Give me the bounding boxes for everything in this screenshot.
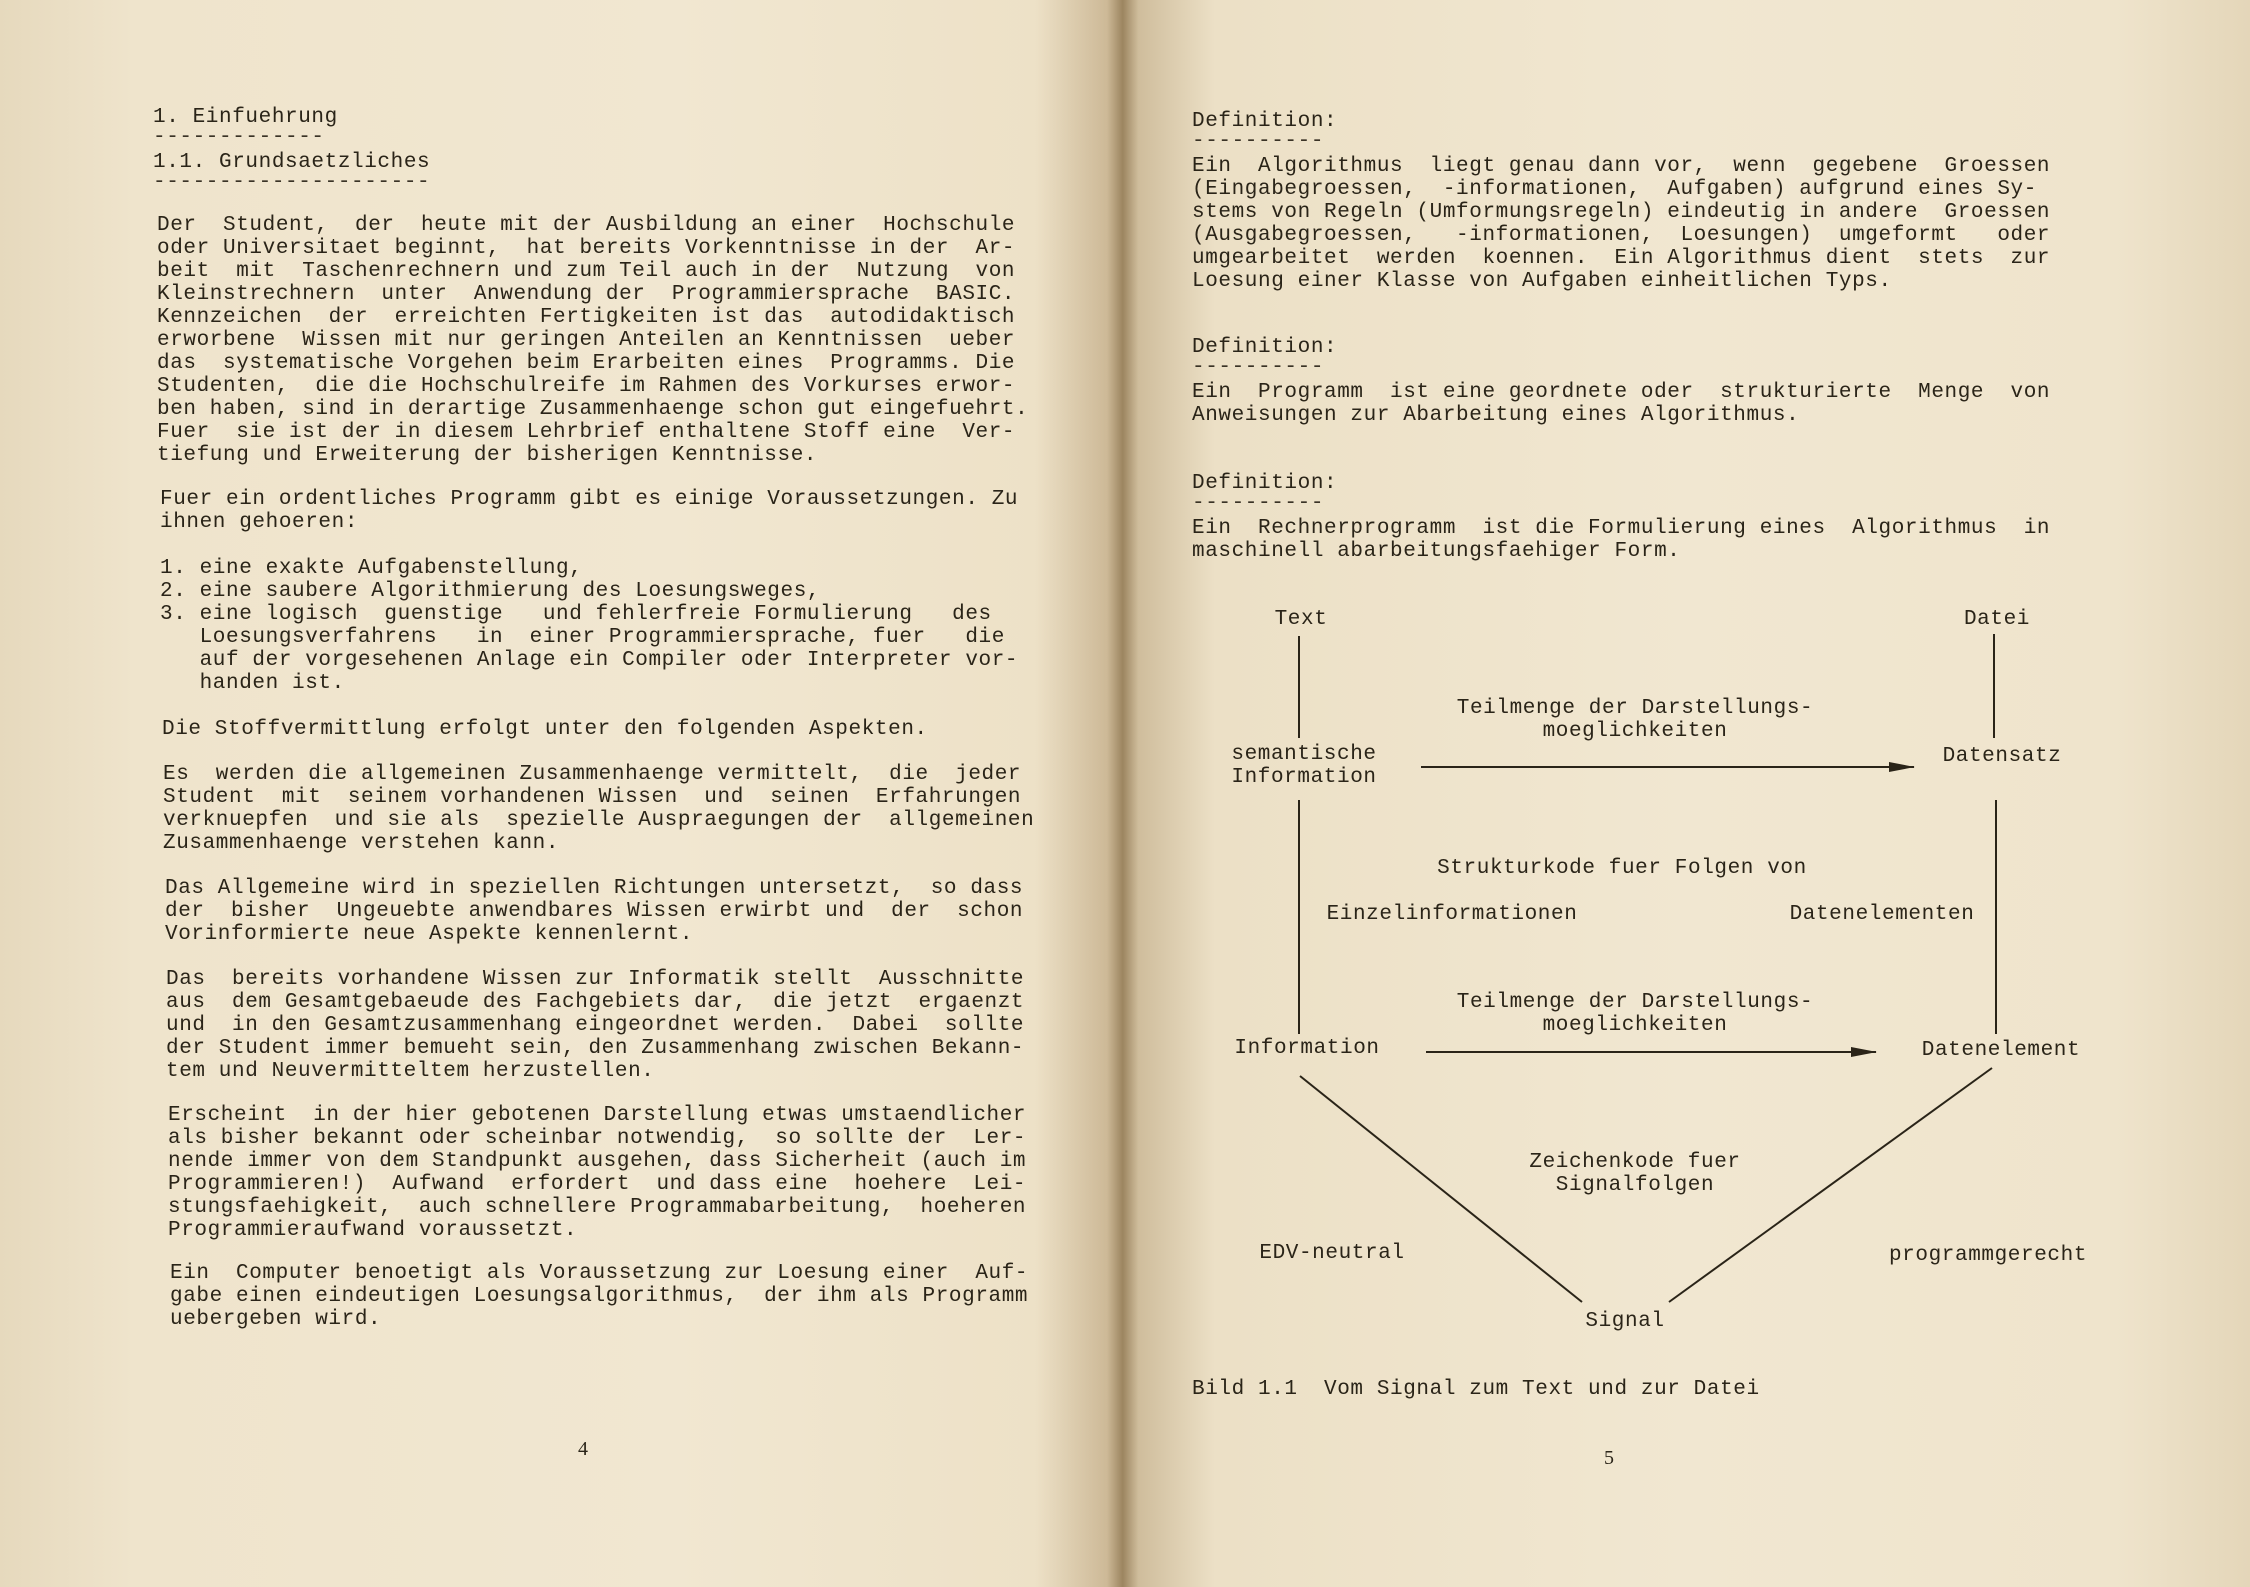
page-number: 5 [1604,1447,1614,1469]
definition-underline: ---------- [1192,492,1325,515]
figure-caption: Bild 1.1 Vom Signal zum Text und zur Datei [1192,1378,1760,1401]
definition-underline: ---------- [1192,356,1325,379]
paragraph: Die Stoffvermittlung erfolgt unter den folgenden Aspekten. [162,718,928,741]
diagram-label-teilmenge: Teilmenge der Darstellungs- moeglichkeiten [1456,697,1814,743]
signal-to-file-diagram [1112,0,2250,1587]
diagram-label-datensatz: Datensatz [1942,745,2062,768]
definition-programm: Ein Programm ist eine geordnete oder strukturierte Menge von Anweisungen zur Abarbeitung eines Algorithmus. [1192,381,2051,427]
paragraph: Erscheint in der hier gebotenen Darstellung etwas umstaendlicher als bisher bekannt oder scheinbar notwendig, so sollte der Ler- nende immer von dem Standpunkt ausgehen, dass Sicherheit (auch im Programmieren!) Aufwand erfordert und dass eine hoehere Lei- stungsfaehigkeit, auch schnellere Programmabarbeitung, hoeheren Programmieraufwand voraussetzt. [168,1104,1027,1242]
diagram-label-teilmenge: Teilmenge der Darstellungs- moeglichkeiten [1456,991,1814,1037]
diagram-label-signal: Signal [1585,1310,1665,1333]
diagram-label-edv-neutral: EDV-neutral [1259,1242,1405,1265]
diagram-label-datei: Datei [1963,608,2030,631]
diagram-label-text: Text [1274,608,1328,631]
diagram-label-semantische-information: semantische Information [1231,743,1377,789]
page-number: 4 [578,1438,588,1460]
diagram-label-datenelement: Datenelement [1921,1039,2081,1062]
section-heading-grundsaetzliches: 1.1. Grundsaetzliches [153,151,431,174]
definition-title: Definition: [1192,336,1338,359]
definition-underline: ---------- [1192,130,1325,153]
requirements-list: 1. eine exakte Aufgabenstellung, 2. eine saubere Algorithmierung des Loesungsweges, 3. eine logisch guenstige und fehlerfreie Formulierung des Loesungsverfahrens in einer Programmiersprache, fuer die auf der vorgesehenen Anlage ein Compiler oder Interpreter vor- handen ist. [160,557,1019,695]
diagram-label-datenelementen: Datenelementen [1789,903,1975,926]
left-page [0,0,1112,1587]
diagram-label-programmgerecht: programmgerecht [1888,1244,2088,1267]
definition-title: Definition: [1192,472,1338,495]
diagram-label-einzelinformationen: Einzelinformationen [1326,903,1578,926]
paragraph: Das Allgemeine wird in speziellen Richtungen untersetzt, so dass der bisher Ungeuebte anwendbares Wissen erwirbt und der schon Vorinformierte neue Aspekte kennenlernt. [165,877,1024,946]
paragraph: Es werden die allgemeinen Zusammenhaenge vermittelt, die jeder Student mit seinem vorhandenen Wissen und seinen Erfahrungen verknuepfen und sie als spezielle Auspraegungen der allgemeinen Zusammenhaenge verstehen kann. [163,763,1035,855]
paragraph: Ein Computer benoetigt als Voraussetzung zur Loesung einer Auf- gabe einen eindeutigen Loesungsalgorithmus, der ihm als Programm uebergeben wird. [170,1262,1029,1331]
paragraph: Fuer ein ordentliches Programm gibt es einige Voraussetzungen. Zu ihnen gehoeren: [160,488,1019,534]
heading-underline: --------------------- [153,171,431,194]
diagram-label-zeichenkode: Zeichenkode fuer Signalfolgen [1529,1151,1741,1197]
right-page [1112,0,2250,1587]
heading-underline: ------------- [153,126,325,149]
section-heading-einfuehrung: 1. Einfuehrung [153,106,338,129]
diagram-label-information: Information [1234,1037,1380,1060]
definition-rechnerprogramm: Ein Rechnerprogramm ist die Formulierung eines Algorithmus in maschinell abarbeitungsfaehiger Form. [1192,517,2051,563]
paragraph: Das bereits vorhandene Wissen zur Informatik stellt Ausschnitte aus dem Gesamtgebaeude des Fachgebiets dar, die jetzt ergaenzt und in den Gesamtzusammenhang eingeordnet werden. Dabei sollte der Student immer bemueht sein, den Zusammenhang zwischen Bekann- tem und Neuvermitteltem herzustellen. [166,968,1025,1083]
definition-algorithmus: Ein Algorithmus liegt genau dann vor, wenn gegebene Groessen (Eingabegroessen, -informationen, Aufgaben) aufgrund eines Sy- stems von Regeln (Umformungsregeln) eindeutig in andere Groessen (Ausgabegroessen, -informationen, Loesungen) umgeformt oder umgearbeitet werden koennen. Ein Algorithmus dient stets zur Loesung einer Klasse von Aufgaben einheitlichen Typs. [1192,155,2051,293]
definition-title: Definition: [1192,110,1338,133]
paragraph: Der Student, der heute mit der Ausbildung an einer Hochschule oder Universitaet beginnt, hat bereits Vorkenntnisse in der Ar- beit mit Taschenrechnern und zum Teil auch in der Nutzung von Kleinstrechnern unter Anwendung der Programmiersprache BASIC. Kennzeichen der erreichten Fertigkeiten ist das autodidaktisch erworbene Wissen mit nur geringen Anteilen an Kenntnissen ueber das systematische Vorgehen beim Erarbeiten eines Programms. Die Studenten, die die Hochschulreife im Rahmen des Vorkurses erwor- ben haben, sind in derartige Zusammenhaenge schon gut eingefuehrt. Fuer sie ist der in diesem Lehrbrief enthaltene Stoff eine Ver- tiefung und Erweiterung der bisherigen Kenntnisse. [157,214,1029,467]
diagram-label-strukturkode: Strukturkode fuer Folgen von [1437,857,1807,880]
